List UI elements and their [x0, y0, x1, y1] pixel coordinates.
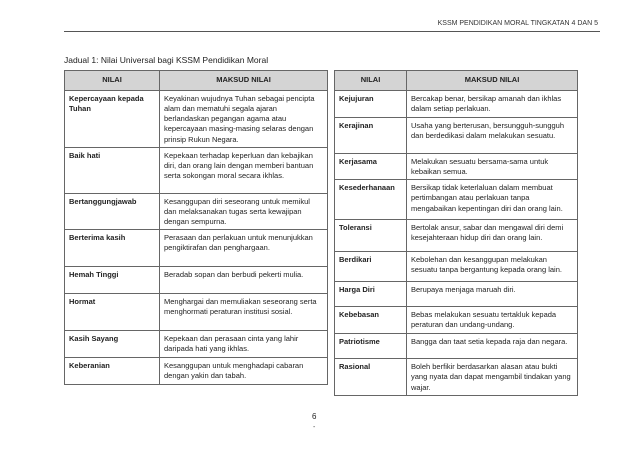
table-row [65, 358, 328, 385]
table-row [65, 91, 328, 148]
table-row [335, 307, 578, 334]
table-row [335, 359, 578, 395]
value-name: Hormat [65, 294, 160, 331]
value-name: Kerjasama [335, 154, 407, 180]
value-meaning: Kesanggupan untuk menghadapi cabaran dengan yakin dan tabah. [160, 358, 328, 385]
value-name: Kebebasan [335, 307, 407, 334]
table-row [335, 180, 578, 220]
value-meaning: Kepekaan dan perasaan cinta yang lahir daripada hati yang ikhlas. [160, 331, 328, 358]
value-name: Keberanian [65, 358, 160, 385]
header-rule [64, 31, 600, 32]
table-header-row [65, 71, 328, 91]
value-meaning: Bertolak ansur, sabar dan mengawal diri demi kesejahteraan hidup diri dan orang lain. [407, 220, 578, 252]
value-name: Rasional [335, 359, 407, 395]
table-row [65, 193, 328, 229]
value-meaning: Keyakinan wujudnya Tuhan sebagai pencipta alam dan mematuhi segala ajaran berlandaskan pegangan agama atau kepercayaan masing-masing selaras dengan prinsip Rukun Negara. [160, 91, 328, 148]
value-name: Kasih Sayang [65, 331, 160, 358]
value-meaning: Bersikap tidak keterlaluan dalam membuat pertimbangan atau perlakuan tanpa mengabaikan kepentingan diri dan orang lain. [407, 180, 578, 220]
value-meaning: Usaha yang berterusan, bersungguh-sungguh dan berdedikasi dalam melakukan sesuatu. [407, 118, 578, 154]
value-meaning: Beradab sopan dan berbudi pekerti mulia. [160, 267, 328, 294]
value-name: Kejujuran [335, 91, 407, 118]
value-meaning: Kepekaan terhadap keperluan dan kebajikan diri, dan orang lain dengan memberi bantuan serta sokongan moral secara ikhlas. [160, 147, 328, 193]
value-meaning: Bebas melakukan sesuatu tertakluk kepada peraturan dan undang-undang. [407, 307, 578, 334]
column-header-maksud: MAKSUD NILAI [160, 71, 328, 91]
value-meaning: Kebolehan dan kesanggupan melakukan sesuatu tanpa bergantung kepada orang lain. [407, 252, 578, 282]
value-name: Berterima kasih [65, 230, 160, 267]
value-name: Baik hati [65, 147, 160, 193]
table-row [335, 252, 578, 282]
value-name: Harga Diri [335, 282, 407, 307]
table-header-row [335, 71, 578, 91]
table-caption: Jadual 1: Nilai Universal bagi KSSM Pendidikan Moral [64, 55, 269, 65]
page-number: 6 [312, 412, 317, 421]
value-meaning: Melakukan sesuatu bersama-sama untuk kebaikan semua. [407, 154, 578, 180]
values-table-right [334, 70, 578, 396]
value-meaning: Bercakap benar, bersikap amanah dan ikhlas dalam setiap perlakuan. [407, 91, 578, 118]
value-meaning: Boleh berfikir berdasarkan alasan atau bukti yang nyata dan dapat mengambil tindakan yang wajar. [407, 359, 578, 395]
page-dash: - [313, 424, 316, 431]
table-row [335, 334, 578, 359]
value-name: Kerajinan [335, 118, 407, 154]
value-name: Patriotisme [335, 334, 407, 359]
table-row [335, 220, 578, 252]
table-row [65, 331, 328, 358]
values-table-left [64, 70, 328, 385]
table-row [335, 282, 578, 307]
value-meaning: Perasaan dan perlakuan untuk menunjukkan pengiktirafan dan penghargaan. [160, 230, 328, 267]
column-header-nilai: NILAI [335, 71, 407, 91]
running-header: KSSM PENDIDIKAN MORAL TINGKATAN 4 DAN 5 [437, 20, 598, 27]
table-row [65, 230, 328, 267]
value-meaning: Menghargai dan memuliakan seseorang serta menghormati peraturan institusi sosial. [160, 294, 328, 331]
value-name: Bertanggungjawab [65, 193, 160, 229]
column-header-maksud: MAKSUD NILAI [407, 71, 578, 91]
value-name: Berdikari [335, 252, 407, 282]
table-row [65, 294, 328, 331]
value-name: Kesederhanaan [335, 180, 407, 220]
value-meaning: Bangga dan taat setia kepada raja dan negara. [407, 334, 578, 359]
value-meaning: Kesanggupan diri seseorang untuk memikul dan melaksanakan tugas serta kewajipan dengan sempurna. [160, 193, 328, 229]
table-row [335, 154, 578, 180]
table-row [65, 267, 328, 294]
table-row [65, 147, 328, 193]
value-meaning: Berupaya menjaga maruah diri. [407, 282, 578, 307]
value-name: Toleransi [335, 220, 407, 252]
table-row [335, 91, 578, 118]
table-row [335, 118, 578, 154]
column-header-nilai: NILAI [65, 71, 160, 91]
value-name: Kepercayaan kepada Tuhan [65, 91, 160, 148]
value-name: Hemah Tinggi [65, 267, 160, 294]
